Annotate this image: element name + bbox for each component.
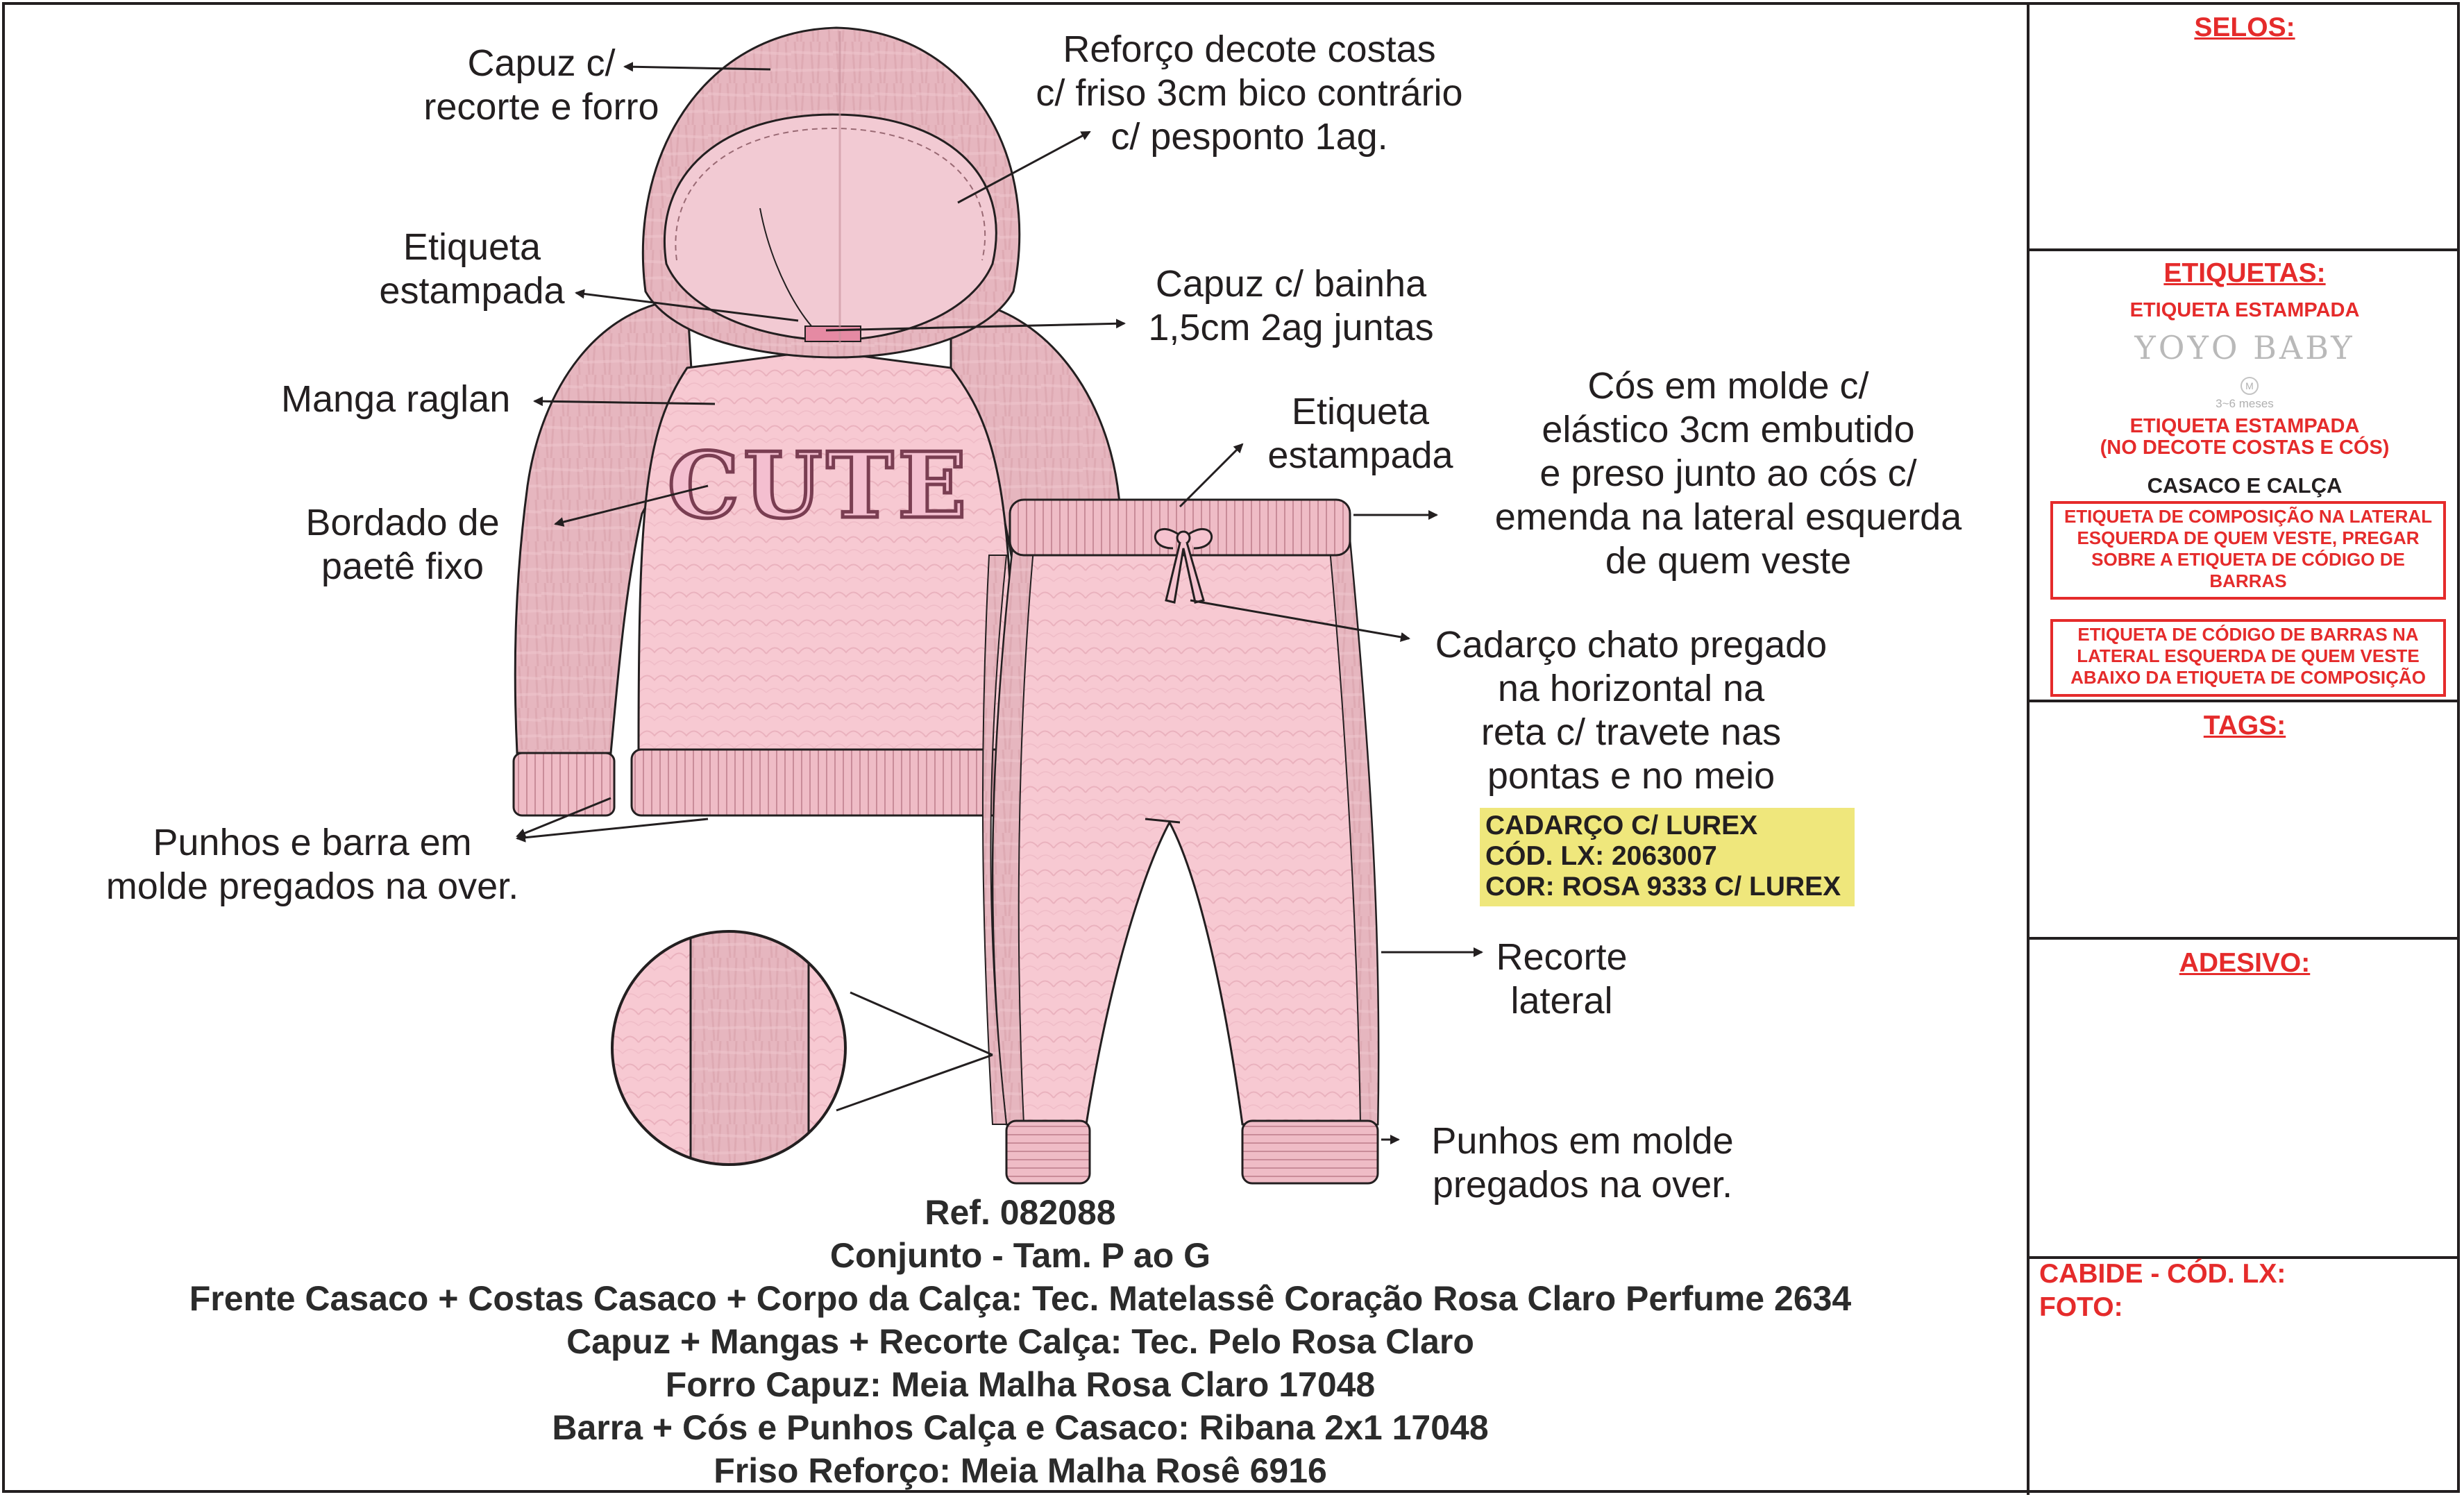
printed-label <box>805 326 861 341</box>
cute-embroidery: CUTE <box>667 432 971 539</box>
fabric-line-2: Capuz + Mangas + Recorte Calça: Tec. Pelo Rosa Claro <box>566 1322 1474 1361</box>
selos-title: SELOS: <box>2194 12 2295 42</box>
note-etiqueta-estampada-pants: Etiqueta estampada <box>1267 391 1453 476</box>
barcode-label-box: ETIQUETA DE CÓDIGO DE BARRAS NA LATERAL ESQUERDA DE QUEM VESTE ABAIXO DA ETIQUETA DE COMPOSIÇÃO <box>2050 619 2446 697</box>
cabide-code: CABIDE - CÓD. LX: <box>2039 1259 2286 1289</box>
fabric-line-4: Barra + Cós e Punhos Calça e Casaco: Ribana 2x1 17048 <box>552 1408 1489 1447</box>
pants-body <box>993 541 1378 1124</box>
note-etiqueta-estampada: Etiqueta estampada <box>379 226 565 312</box>
sidebar-separator <box>2030 700 2460 702</box>
decote-note: (NO DECOTE COSTAS E CÓS) <box>2100 437 2390 459</box>
brand-logo: YOYO BABY <box>2134 329 2355 366</box>
fabric-line-5: Friso Reforço: Meia Malha Rosê 6916 <box>714 1451 1327 1490</box>
ref-number: Ref. 082088 <box>925 1193 1116 1232</box>
lurex-info-box <box>1480 808 1855 906</box>
hood-lining <box>664 115 996 340</box>
composition-label-box: ETIQUETA DE COMPOSIÇÃO NA LATERAL ESQUERDA DE QUEM VESTE, PREGAR SOBRE A ETIQUETA DE CÓDIGO DE BARRAS <box>2050 501 2446 600</box>
right-ankle-cuff <box>1242 1121 1378 1183</box>
note-recorte-lateral: Recorte lateral <box>1496 936 1628 1022</box>
note-punhos-barra: Punhos e barra em molde pregados na over. <box>106 822 519 907</box>
fabric-line-3: Forro Capuz: Meia Malha Rosa Claro 17048 <box>665 1365 1376 1404</box>
casaco-calca-label: CASACO E CALÇA <box>2147 473 2343 498</box>
note-punhos-calca: Punhos em molde pregados na over. <box>1431 1120 1734 1206</box>
left-ankle-cuff <box>1006 1121 1090 1183</box>
size-subtitle: 3~6 meses <box>2216 397 2274 410</box>
foto-label: FOTO: <box>2039 1292 2123 1322</box>
hoodie-waistband <box>632 750 1020 815</box>
note-capuz-recorte: Capuz c/ recorte e forro <box>423 42 659 128</box>
note-capuz-bainha: Capuz c/ bainha 1,5cm 2ag juntas <box>1148 263 1434 348</box>
lurex-color: COR: ROSA 9333 C/ LUREX <box>1485 872 1841 902</box>
etiquetas-title: ETIQUETAS: <box>2163 258 2326 288</box>
left-cuff <box>514 753 614 815</box>
sidebar-separator <box>2030 248 2460 251</box>
adesivo-title: ADESIVO: <box>2179 948 2311 978</box>
fabric-line-1: Frente Casaco + Costas Casaco + Corpo da Calça: Tec. Matelassê Coração Rosa Claro Perfume 2634 <box>189 1279 1852 1318</box>
etiqueta-estampada-label: ETIQUETA ESTAMPADA <box>2129 299 2360 321</box>
lurex-code: CÓD. LX: 2063007 <box>1485 841 1717 871</box>
lurex-line: CADARÇO C/ LUREX <box>1485 811 1758 840</box>
size-badge: M <box>2241 377 2259 395</box>
set-size: Conjunto - Tam. P ao G <box>829 1236 1211 1275</box>
hoodie-body <box>639 350 1013 750</box>
note-bordado: Bordado de paetê fixo <box>305 502 500 587</box>
etiqueta-estampada-label-2: ETIQUETA ESTAMPADA <box>2129 415 2360 437</box>
note-cadarco: Cadarço chato pregado na horizontal na reta c/ travete nas pontas e no meio <box>1435 624 1828 797</box>
note-manga-raglan: Manga raglan <box>281 378 511 420</box>
note-reforco-decote: Reforço decote costas c/ friso 3cm bico contrário c/ pesponto 1ag. <box>1036 28 1463 158</box>
sidebar-separator <box>2030 937 2460 940</box>
tags-title: TAGS: <box>2203 711 2286 741</box>
note-cos-molde: Cós em molde c/ elástico 3cm embutido e preso junto ao cós c/ emenda na lateral esquerda de quem veste <box>1494 365 1962 582</box>
